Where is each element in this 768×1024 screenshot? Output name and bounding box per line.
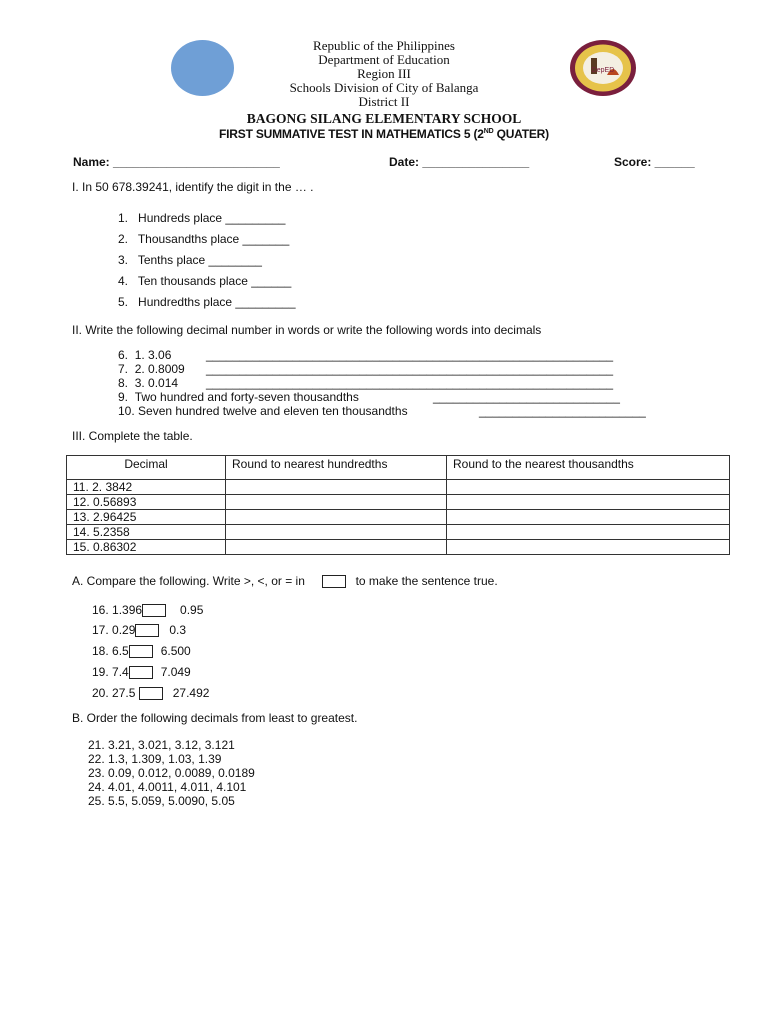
item-text: Hundreds place _________ xyxy=(138,211,286,225)
decimal-cell: 11. 2. 3842 xyxy=(67,480,226,495)
item-number: 2. xyxy=(118,232,129,246)
list-item xyxy=(118,232,289,246)
item-number: 3. xyxy=(118,253,129,267)
item-number: 5. xyxy=(118,295,129,309)
answer-box[interactable] xyxy=(135,624,159,637)
table-row xyxy=(67,525,730,540)
part3-instruction: III. Complete the table. xyxy=(72,429,193,443)
decimal-cell: 15. 0.86302 xyxy=(67,540,226,555)
answer-cell[interactable] xyxy=(447,495,730,510)
answer-line[interactable]: _________________________ xyxy=(479,404,646,418)
partA-instruction-end: to make the sentence true. xyxy=(355,574,498,588)
answer-cell[interactable] xyxy=(226,495,447,510)
list-item: 25. 5.5, 5.059, 5.0090, 5.05 xyxy=(88,794,235,808)
list-item: 21. 3.21, 3.021, 3.12, 3.121 xyxy=(88,738,235,752)
item-number: 4. xyxy=(118,274,129,288)
list-item xyxy=(118,376,178,390)
item-text: Ten thousands place ______ xyxy=(137,274,292,288)
example-answer-box xyxy=(322,575,346,588)
compare-right: 0.95 xyxy=(180,603,204,617)
item-number: 7. xyxy=(118,362,129,376)
item-text: 1. 3.06 xyxy=(134,348,172,362)
compare-item xyxy=(92,623,186,637)
compare-right: 27.492 xyxy=(172,686,210,700)
letterhead-line-2: Department of Education xyxy=(318,52,450,67)
item-text: Two hundred and forty-seven thousandths xyxy=(134,390,359,404)
compare-item xyxy=(92,686,209,700)
compare-left: 19. 7.4 xyxy=(92,665,129,679)
list-item: 24. 4.01, 4.0011, 4.011, 4.101 xyxy=(88,780,247,794)
decimal-cell: 13. 2.96425 xyxy=(67,510,226,525)
partA-instruction xyxy=(72,574,498,588)
list-item xyxy=(118,348,171,362)
letterhead-line-5: District II xyxy=(358,94,410,109)
column-header-thousandths: Round to the nearest thousandths xyxy=(447,456,730,480)
item-text: 3. 0.014 xyxy=(134,376,179,390)
answer-cell[interactable] xyxy=(447,510,730,525)
answer-cell[interactable] xyxy=(226,480,447,495)
item-text: Hundredths place _________ xyxy=(138,295,296,309)
score-field[interactable]: Score: ______ xyxy=(614,155,695,169)
part1-instruction: I. In 50 678.39241, identify the digit in the … . xyxy=(72,180,314,194)
test-title xyxy=(0,127,768,141)
partA-instruction-text: A. Compare the following. Write >, <, or = in xyxy=(72,574,305,588)
test-title-end: QUATER) xyxy=(493,127,549,141)
answer-box[interactable] xyxy=(129,666,153,679)
answer-cell[interactable] xyxy=(226,540,447,555)
answer-line[interactable]: _____________________________________________________________ xyxy=(206,362,614,376)
compare-right: 6.500 xyxy=(160,644,191,658)
compare-left: 20. 27.5 xyxy=(92,686,136,700)
seal-label: DepED xyxy=(591,67,615,74)
answer-line[interactable]: _____________________________________________________________ xyxy=(206,348,614,362)
letterhead-line-3: Region III xyxy=(357,66,411,81)
rounding-table xyxy=(66,455,730,555)
item-number: 10. xyxy=(118,404,135,418)
answer-box[interactable] xyxy=(139,687,163,700)
list-item xyxy=(118,253,262,267)
compare-item xyxy=(92,603,203,617)
compare-item xyxy=(92,644,191,658)
list-item xyxy=(118,362,185,376)
partB-instruction: B. Order the following decimals from least to greatest. xyxy=(72,711,358,725)
item-text: Thousandths place _______ xyxy=(137,232,290,246)
answer-line[interactable]: _____________________________________________________________ xyxy=(206,376,614,390)
decimal-cell: 14. 5.2358 xyxy=(67,525,226,540)
name-field[interactable]: Name: _________________________ xyxy=(73,155,280,169)
answer-cell[interactable] xyxy=(447,540,730,555)
item-number: 8. xyxy=(118,376,129,390)
compare-right: 7.049 xyxy=(160,665,191,679)
compare-item xyxy=(92,665,191,679)
table-row xyxy=(67,510,730,525)
answer-cell[interactable] xyxy=(226,510,447,525)
item-number: 6. xyxy=(118,348,129,362)
list-item xyxy=(118,295,296,309)
list-item: 22. 1.3, 1.309, 1.03, 1.39 xyxy=(88,752,222,766)
item-number: 1. xyxy=(118,211,129,225)
answer-cell[interactable] xyxy=(447,480,730,495)
part2-instruction: II. Write the following decimal number in words or write the following words into decimals xyxy=(72,323,542,337)
compare-right: 0.3 xyxy=(169,623,187,637)
compare-left: 17. 0.29 xyxy=(92,623,136,637)
item-text: Seven hundred twelve and eleven ten thousandths xyxy=(138,404,408,418)
item-text: Tenths place ________ xyxy=(137,253,262,267)
item-number: 9. xyxy=(118,390,129,404)
test-title-superscript: ND xyxy=(483,128,494,135)
compare-left: 18. 6.5 xyxy=(92,644,129,658)
letterhead-line-4: Schools Division of City of Balanga xyxy=(289,80,479,95)
table-header-row xyxy=(67,456,730,480)
answer-box[interactable] xyxy=(142,604,166,617)
list-item: 23. 0.09, 0.012, 0.0089, 0.0189 xyxy=(88,766,255,780)
answer-box[interactable] xyxy=(129,645,153,658)
table-row xyxy=(67,480,730,495)
list-item xyxy=(118,404,408,418)
school-name: BAGONG SILANG ELEMENTARY SCHOOL xyxy=(246,111,522,126)
column-header-hundredths: Round to nearest hundredths xyxy=(226,456,447,480)
decimal-cell: 12. 0.56893 xyxy=(67,495,226,510)
letterhead xyxy=(0,39,768,109)
list-item xyxy=(118,211,285,225)
answer-line[interactable]: ____________________________ xyxy=(433,390,620,404)
item-text: 2. 0.8009 xyxy=(134,362,185,376)
compare-left: 16. 1.396 xyxy=(92,603,143,617)
letterhead-line-1: Republic of the Philippines xyxy=(313,38,455,53)
list-item xyxy=(118,390,359,404)
order-list xyxy=(88,738,255,808)
column-header-decimal: Decimal xyxy=(67,456,226,480)
table-row xyxy=(67,495,730,510)
answer-cell[interactable] xyxy=(226,525,447,540)
answer-cell[interactable] xyxy=(447,525,730,540)
list-item xyxy=(118,274,291,288)
date-field[interactable]: Date: ________________ xyxy=(389,155,530,169)
table-row xyxy=(67,540,730,555)
test-title-main: FIRST SUMMATIVE TEST IN MATHEMATICS 5 (2 xyxy=(219,127,484,141)
